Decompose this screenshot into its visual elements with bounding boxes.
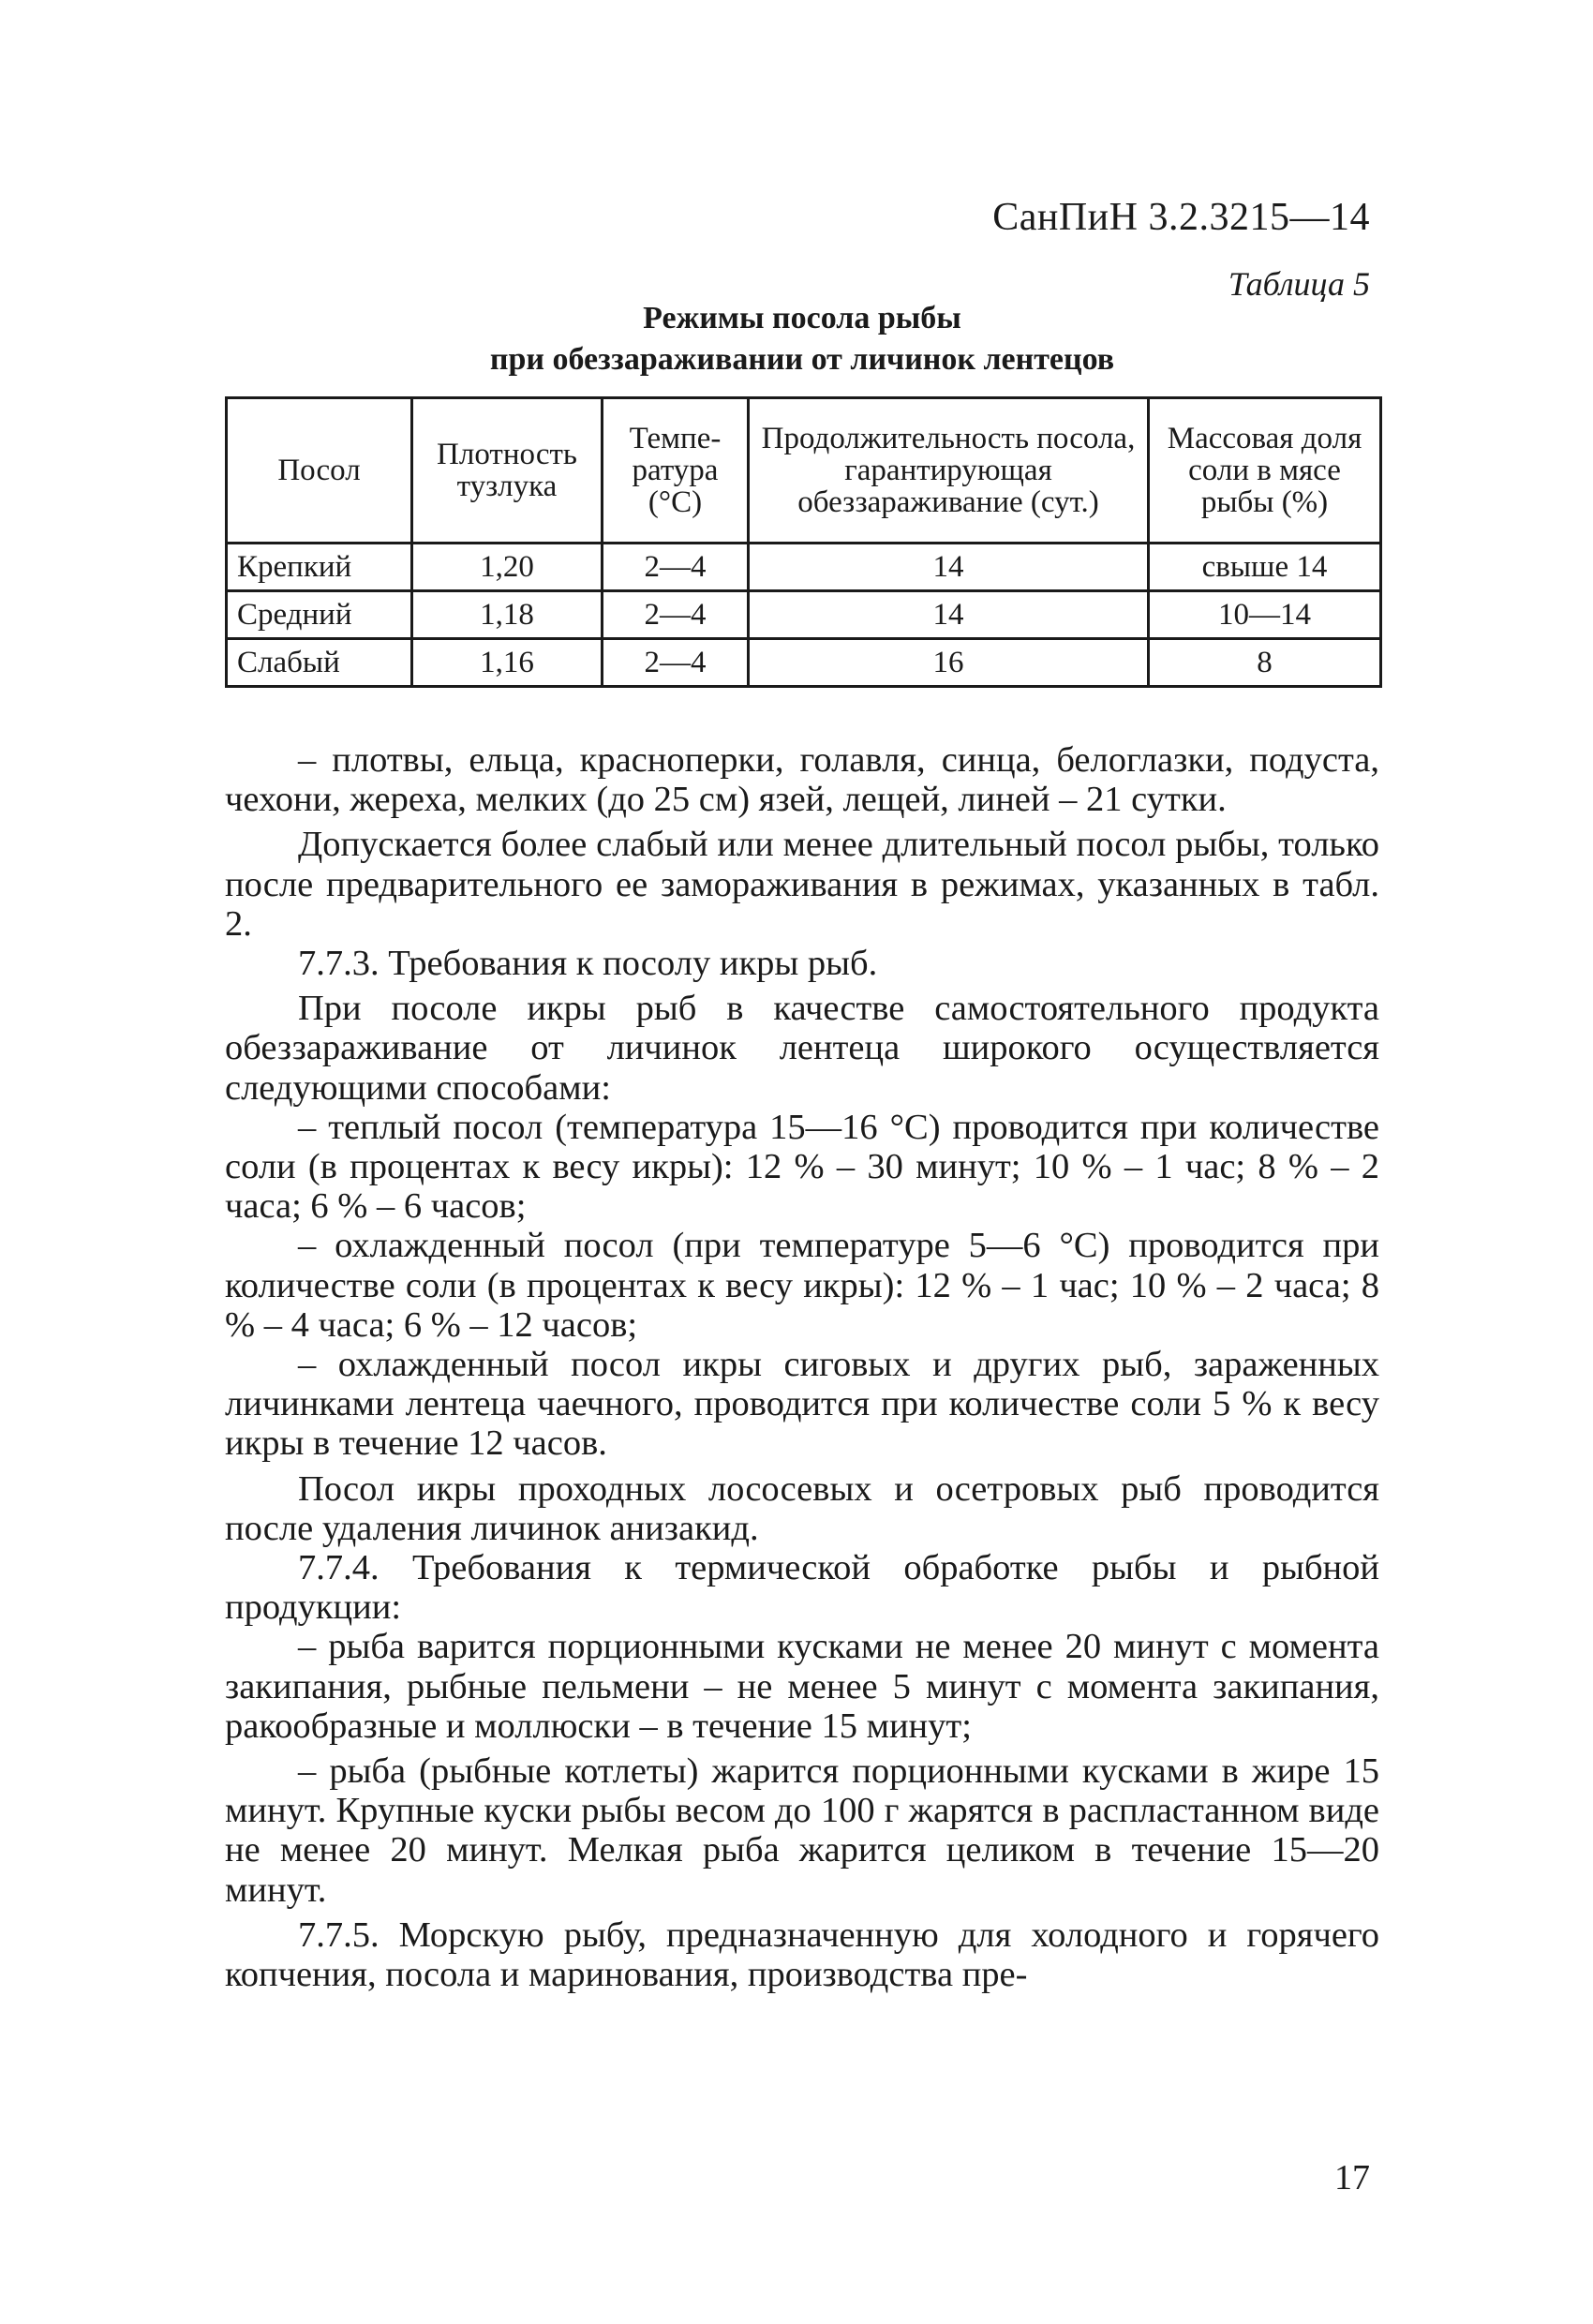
- table-title: [225, 298, 1379, 380]
- table-title-line-1: Режимы посола рыбы: [643, 301, 961, 335]
- header-salt-fraction: Массовая доля соли в мясе рыбы (%): [1149, 398, 1381, 544]
- cell-salt-fraction: 10—14: [1149, 591, 1381, 639]
- list-item: – охлажденный посол (при температуре 5—6 °С) проводится при количестве соли (в процентах к весу икры): 12 % – 1 час; 10 % – 2 часа; 8 % – 4 часа; 6 % – 12 часов;: [225, 1226, 1379, 1345]
- cell-temperature: 2—4: [603, 591, 749, 639]
- table-label: Таблица 5: [1228, 265, 1370, 303]
- cell-brine-density: 1,18: [412, 591, 603, 639]
- header-duration: Продолжительность посола, гарантирующая обеззараживание (сут.): [749, 398, 1149, 544]
- header-salting: Посол: [227, 398, 412, 544]
- section-heading-7-7-3: 7.7.3. Требования к посолу икры рыб.: [298, 944, 878, 984]
- table-header-row: [227, 398, 1381, 544]
- salting-modes-table: [225, 396, 1382, 688]
- cell-salt-fraction: 8: [1149, 639, 1381, 687]
- cell-temperature: 2—4: [603, 639, 749, 687]
- cell-duration: 16: [749, 639, 1149, 687]
- cell-brine-density: 1,16: [412, 639, 603, 687]
- paragraph-weaker-salting: Допускается более слабый или менее длительный посол рыбы, только после предварительного ее замораживания в режимах, указанных в табл. 2.: [225, 825, 1379, 944]
- list-item: – рыба (рыбные котлеты) жарится порционными кусками в жире 15 минут. Крупные куски рыбы весом до 100 г жарятся в распластанном виде не менее 20 минут. Мелкая рыба жарится целиком в течение 15—20 минут.: [225, 1751, 1379, 1910]
- cell-salting: Крепкий: [227, 544, 412, 591]
- paragraph-roe-salting-intro: При посоле икры рыб в качестве самостоятельного продукта обеззараживание от личинок лентеца широкого осуществляется следующими способами:: [225, 989, 1379, 1108]
- cell-salt-fraction: свыше 14: [1149, 544, 1381, 591]
- list-item: – теплый посол (температура 15—16 °С) проводится при количестве соли (в процентах к весу икры): 12 % – 30 минут; 10 % – 1 час; 8 % – 2 часа; 6 % – 6 часов;: [225, 1107, 1379, 1227]
- cell-salting: Слабый: [227, 639, 412, 687]
- table-row: [227, 639, 1381, 687]
- cell-duration: 14: [749, 591, 1149, 639]
- cell-duration: 14: [749, 544, 1149, 591]
- table-title-line-2: при обеззараживании от личинок лентецов: [489, 342, 1115, 377]
- header-temperature: Темпе-ратура (°С): [603, 398, 749, 544]
- cell-salting: Средний: [227, 591, 412, 639]
- list-item: – охлажденный посол икры сиговых и других рыб, зараженных личинками лентеца чаечного, проводится при количестве соли 5 % к весу икры в течение 12 часов.: [225, 1345, 1379, 1464]
- table-row: [227, 544, 1381, 591]
- body-text: [225, 740, 1379, 1994]
- paragraph-salmon-sturgeon-roe: Посол икры проходных лососевых и осетровых рыб проводится после удаления личинок анизакид.: [225, 1468, 1379, 1548]
- cell-temperature: 2—4: [603, 544, 749, 591]
- page-number: 17: [1334, 2158, 1370, 2197]
- section-heading-7-7-5: 7.7.5. Морскую рыбу, предназначенную для холодного и горячего копчения, посола и маринования, производства пре-: [225, 1914, 1379, 1995]
- document-code: СанПиН 3.2.3215—14: [992, 196, 1370, 239]
- cell-brine-density: 1,20: [412, 544, 603, 591]
- table-row: [227, 591, 1381, 639]
- list-item: – рыба варится порционными кусками не менее 20 минут с момента закипания, рыбные пельмени – не менее 5 минут с момента закипания, ракообразные и моллюски – в течение 15 минут;: [225, 1627, 1379, 1746]
- header-brine-density: Плотность тузлука: [412, 398, 603, 544]
- paragraph-fish-list: – плотвы, ельца, красноперки, голавля, синца, белоглазки, подуста, чехони, жереха, мелких (до 25 см) язей, лещей, линей – 21 сутки.: [225, 740, 1379, 820]
- section-heading-7-7-4: 7.7.4. Требования к термической обработке рыбы и рыбной продукции:: [225, 1548, 1379, 1628]
